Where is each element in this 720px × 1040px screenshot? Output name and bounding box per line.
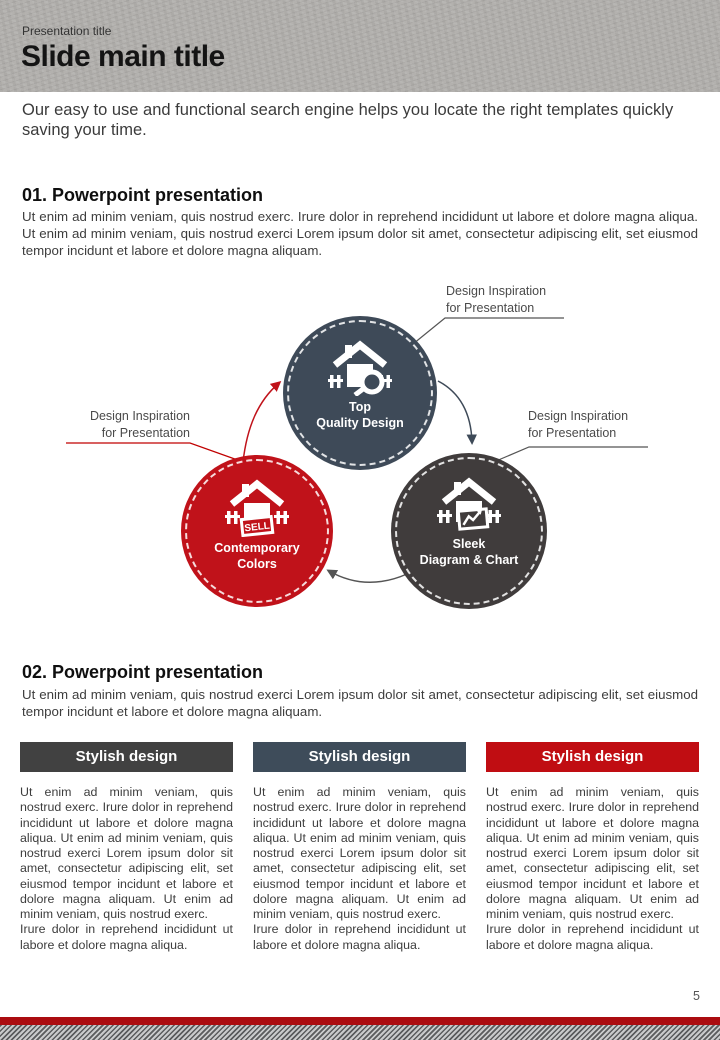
house-chart-icon bbox=[435, 473, 503, 533]
column-3-body: Ut enim ad minim veniam, quis nostrud exerc. Irure dolor in reprehend incididunt ut labore et dolore magna aliqua. Ut enim ad minim veniam, quis nostrud exerci Lorem ipsum dolor sit amet, consectetur adipiscing elit, set eiusmod tempor incidunt et labore et dolore magna aliquam. Ut enim ad minim veniam, quis nostrud exerc. Irure dolor in reprehend incididunt ut labore et dolore magna aliqua. bbox=[486, 785, 699, 952]
circle-sleek-diagram-chart bbox=[391, 453, 547, 609]
column-1-body: Ut enim ad minim veniam, quis nostrud exerc. Irure dolor in reprehend incididunt ut labore et dolore magna aliqua. Ut enim ad minim veniam, quis nostrud exerci Lorem ipsum dolor sit amet, consectetur adipiscing elit, set eiusmod tempor incidunt et labore et dolore magna aliquam. Ut enim ad minim veniam, quis nostrud exerc. Irure dolor in reprehend incididunt ut labore et dolore magna aliqua. bbox=[20, 785, 233, 952]
section-1-heading: 01. Powerpoint presentation bbox=[22, 185, 264, 205]
callout-top-right: Design Inspiration for Presentation bbox=[446, 284, 547, 315]
column-3-header: Stylish design bbox=[486, 742, 699, 772]
circle-contemporary-colors bbox=[181, 455, 333, 607]
callout-line-left bbox=[66, 443, 246, 463]
column-2-body: Ut enim ad minim veniam, quis nostrud exerc. Irure dolor in reprehend incididunt ut labore et dolore magna aliqua. Ut enim ad minim veniam, quis nostrud exerci Lorem ipsum dolor sit amet, consectetur adipiscing elit, set eiusmod tempor incidunt et labore et dolore magna aliquam. Ut enim ad minim veniam, quis nostrud exerc. Irure dolor in reprehend incididunt ut labore et dolore magna aliqua. bbox=[253, 785, 466, 952]
page-title: Slide main title bbox=[21, 40, 225, 73]
section-1-body: Ut enim ad minim veniam, quis nostrud exerc. Irure dolor in reprehend incididunt ut labore et dolore magna aliqua. Ut enim ad minim veniam, quis nostrud exerci Lorem ipsum dolor sit amet, consectetur adipiscing elit, set eiusmod tempor incidunt et labore et dolore magna aliquam. bbox=[22, 209, 698, 258]
column-2-header: Stylish design bbox=[253, 742, 466, 772]
circle-label: Top Quality Design bbox=[316, 400, 404, 430]
footer-striped-bar bbox=[0, 1025, 720, 1040]
intro-text: Our easy to use and functional search engine helps you locate the right templates quickly saving your time. bbox=[22, 101, 674, 140]
house-search-icon bbox=[326, 336, 394, 396]
circle-label: Contemporary Colors bbox=[214, 541, 300, 571]
arrow-red-to-top bbox=[243, 383, 279, 462]
section-2-heading: 02. Powerpoint presentation bbox=[22, 662, 264, 682]
column-2 bbox=[253, 742, 466, 953]
column-1 bbox=[20, 742, 233, 953]
callout-line-top bbox=[413, 318, 564, 344]
sell-sign-text: SELL bbox=[243, 520, 271, 535]
section-2-body: Ut enim ad minim veniam, quis nostrud exerci Lorem ipsum dolor sit amet, consectetur adipiscing elit, set eiusmod tempor incidunt et labore et dolore magna aliquam. bbox=[22, 687, 698, 719]
callout-right: Design Inspiration for Presentation bbox=[528, 409, 629, 440]
stylish-design-columns bbox=[20, 742, 700, 953]
footer-red-bar bbox=[0, 1017, 720, 1025]
presentation-title: Presentation title bbox=[22, 24, 112, 38]
circle-label: Sleek Diagram & Chart bbox=[419, 537, 519, 567]
arrow-top-to-right bbox=[438, 381, 472, 442]
arrow-right-to-red bbox=[329, 571, 407, 582]
column-1-header: Stylish design bbox=[20, 742, 233, 772]
circle-top-quality-design bbox=[283, 316, 437, 470]
callout-line-right bbox=[489, 447, 648, 464]
column-3 bbox=[486, 742, 699, 953]
callout-left: Design Inspiration for Presentation bbox=[89, 409, 190, 440]
page-number: 5 bbox=[693, 989, 700, 1003]
header-band bbox=[0, 0, 720, 92]
house-sell-icon bbox=[223, 475, 291, 537]
circle-diagram bbox=[0, 275, 720, 655]
